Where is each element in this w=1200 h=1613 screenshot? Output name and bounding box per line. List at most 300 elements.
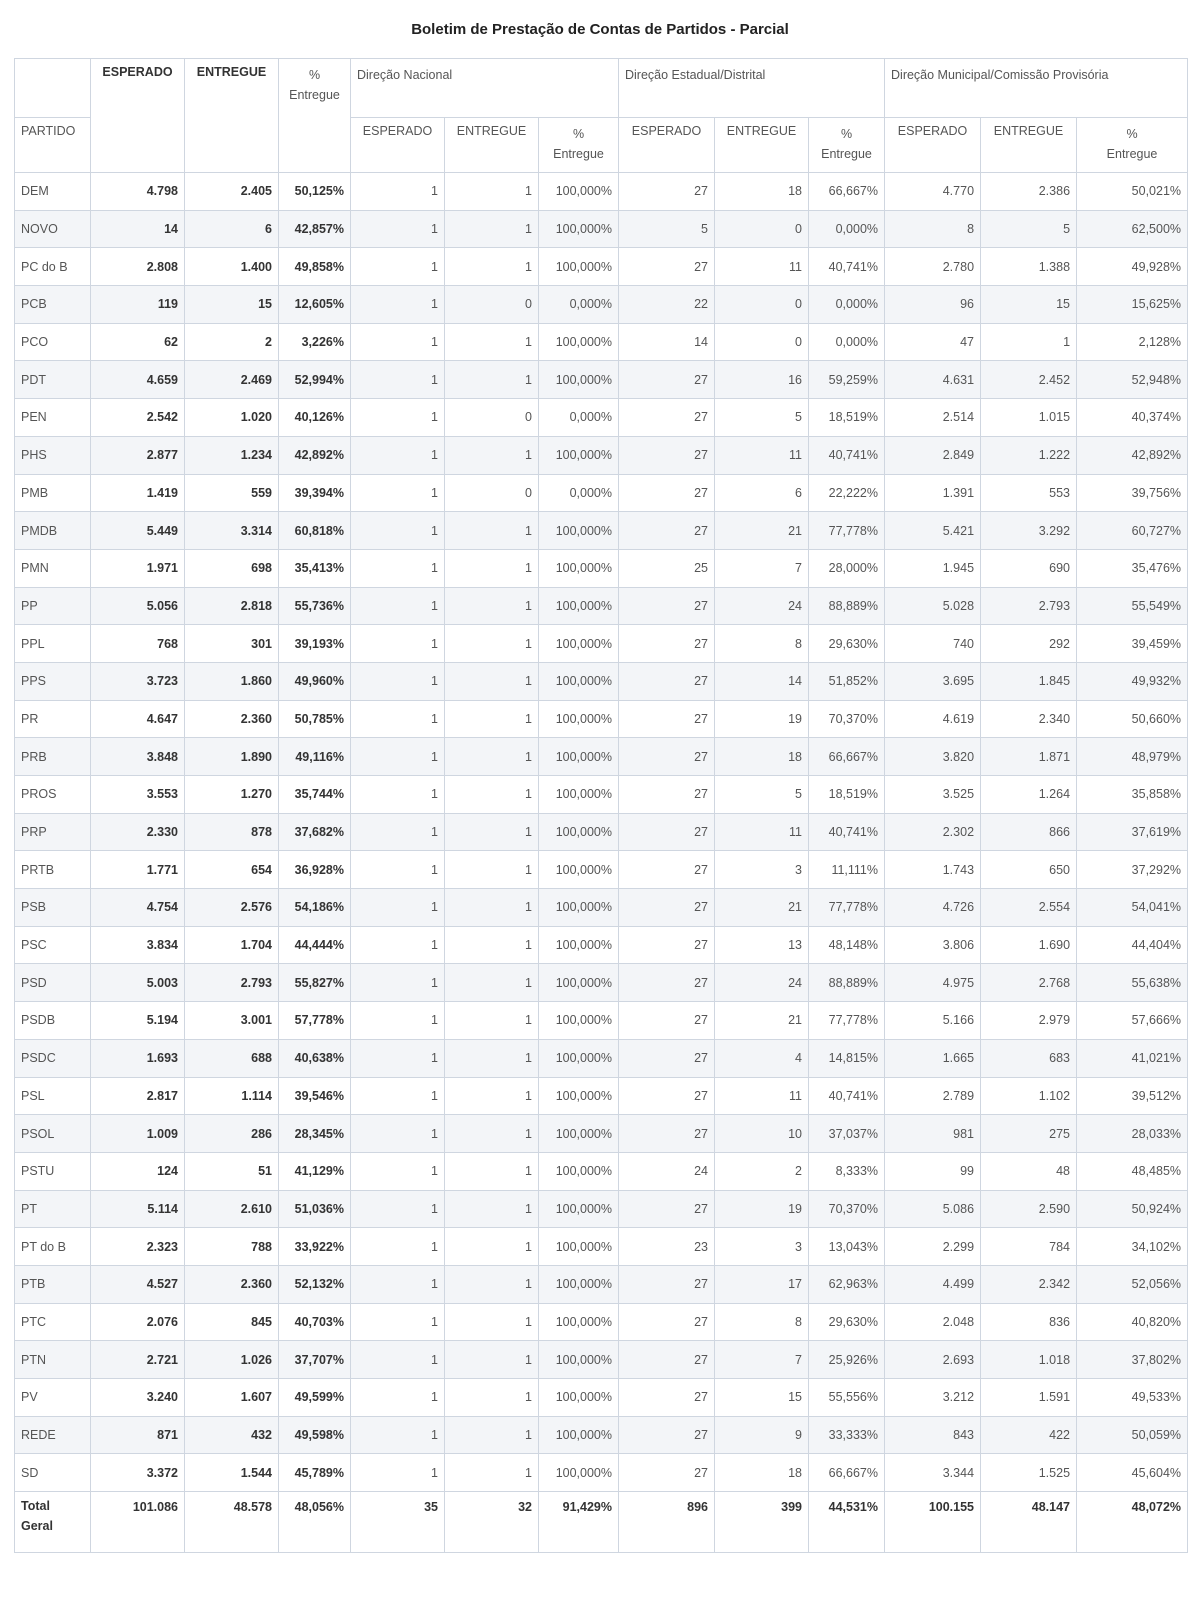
value-cell: 4.975 <box>885 964 981 1002</box>
value-cell: 3.848 <box>91 738 185 776</box>
party-name-cell: PPS <box>15 662 91 700</box>
value-cell: 119 <box>91 286 185 324</box>
value-cell: 1 <box>445 512 539 550</box>
value-cell: 2.817 <box>91 1077 185 1115</box>
party-name-cell: PSTU <box>15 1152 91 1190</box>
value-cell: 10 <box>715 1115 809 1153</box>
pct-symbol: % <box>840 127 853 141</box>
pct-label: Entregue <box>821 147 872 161</box>
value-cell: 19 <box>715 700 809 738</box>
value-cell: 52,994% <box>279 361 351 399</box>
table-row <box>15 1228 1188 1266</box>
value-cell: 3.834 <box>91 926 185 964</box>
value-cell: 3 <box>715 1228 809 1266</box>
value-cell: 27 <box>619 1341 715 1379</box>
value-cell: 1 <box>351 662 445 700</box>
value-cell: 37,802% <box>1077 1341 1188 1379</box>
party-name-cell: PRTB <box>15 851 91 889</box>
value-cell: 54,041% <box>1077 889 1188 927</box>
value-cell: 3.344 <box>885 1454 981 1492</box>
value-cell: 0 <box>445 474 539 512</box>
value-cell: 27 <box>619 813 715 851</box>
table-row <box>15 738 1188 776</box>
value-cell: 740 <box>885 625 981 663</box>
value-cell: 62,500% <box>1077 210 1188 248</box>
value-cell: 14 <box>91 210 185 248</box>
value-cell: 836 <box>981 1303 1077 1341</box>
value-cell: 4.798 <box>91 173 185 211</box>
value-cell: 35,744% <box>279 776 351 814</box>
value-cell: 8 <box>715 1303 809 1341</box>
value-cell: 100,000% <box>539 851 619 889</box>
value-cell: 3.695 <box>885 662 981 700</box>
value-cell: 8,333% <box>809 1152 885 1190</box>
value-cell: 100,000% <box>539 1077 619 1115</box>
value-cell: 1.607 <box>185 1379 279 1417</box>
value-cell: 1 <box>445 1341 539 1379</box>
party-name-cell: PT do B <box>15 1228 91 1266</box>
value-cell: 44,404% <box>1077 926 1188 964</box>
value-cell: 1.015 <box>981 399 1077 437</box>
value-cell: 1 <box>351 286 445 324</box>
value-cell: 100,000% <box>539 1228 619 1266</box>
value-cell: 27 <box>619 776 715 814</box>
value-cell: 49,533% <box>1077 1379 1188 1417</box>
value-cell: 100,000% <box>539 361 619 399</box>
pct-label: Entregue <box>553 147 604 161</box>
party-name-cell: SD <box>15 1454 91 1492</box>
table-row <box>15 436 1188 474</box>
party-name-cell: PSDB <box>15 1002 91 1040</box>
value-cell: 2.405 <box>185 173 279 211</box>
value-cell: 1 <box>351 173 445 211</box>
value-cell: 3.212 <box>885 1379 981 1417</box>
value-cell: 77,778% <box>809 1002 885 1040</box>
value-cell: 4 <box>715 1039 809 1077</box>
value-cell: 2.299 <box>885 1228 981 1266</box>
value-cell: 843 <box>885 1416 981 1454</box>
value-cell: 24 <box>619 1152 715 1190</box>
value-cell: 1 <box>445 1152 539 1190</box>
party-name-cell: PRP <box>15 813 91 851</box>
value-cell: 66,667% <box>809 173 885 211</box>
value-cell: 878 <box>185 813 279 851</box>
value-cell: 2.452 <box>981 361 1077 399</box>
total-value-cell: 896 <box>619 1492 715 1553</box>
value-cell: 100,000% <box>539 436 619 474</box>
value-cell: 1 <box>351 436 445 474</box>
value-cell: 27 <box>619 512 715 550</box>
value-cell: 15,625% <box>1077 286 1188 324</box>
value-cell: 871 <box>91 1416 185 1454</box>
value-cell: 27 <box>619 738 715 776</box>
value-cell: 100,000% <box>539 1190 619 1228</box>
value-cell: 866 <box>981 813 1077 851</box>
value-cell: 22 <box>619 286 715 324</box>
value-cell: 1 <box>351 1454 445 1492</box>
value-cell: 1 <box>351 1002 445 1040</box>
value-cell: 39,394% <box>279 474 351 512</box>
value-cell: 44,444% <box>279 926 351 964</box>
value-cell: 100,000% <box>539 549 619 587</box>
value-cell: 100,000% <box>539 587 619 625</box>
value-cell: 8 <box>885 210 981 248</box>
sub-header-entregue: ENTREGUE <box>445 118 539 173</box>
value-cell: 1 <box>351 1341 445 1379</box>
value-cell: 9 <box>715 1416 809 1454</box>
table-row <box>15 813 1188 851</box>
corner-cell <box>15 59 91 118</box>
value-cell: 27 <box>619 436 715 474</box>
value-cell: 42,892% <box>1077 436 1188 474</box>
value-cell: 3.553 <box>91 776 185 814</box>
value-cell: 1 <box>351 587 445 625</box>
value-cell: 1 <box>445 1454 539 1492</box>
value-cell: 0,000% <box>809 323 885 361</box>
value-cell: 40,374% <box>1077 399 1188 437</box>
value-cell: 1.234 <box>185 436 279 474</box>
value-cell: 292 <box>981 625 1077 663</box>
value-cell: 12,605% <box>279 286 351 324</box>
value-cell: 50,059% <box>1077 1416 1188 1454</box>
value-cell: 1 <box>351 1265 445 1303</box>
value-cell: 1 <box>445 173 539 211</box>
sub-header-pct <box>1077 118 1188 173</box>
value-cell: 1 <box>445 813 539 851</box>
value-cell: 1 <box>981 323 1077 361</box>
value-cell: 4.499 <box>885 1265 981 1303</box>
value-cell: 2 <box>185 323 279 361</box>
value-cell: 50,924% <box>1077 1190 1188 1228</box>
value-cell: 0,000% <box>809 286 885 324</box>
value-cell: 2.849 <box>885 436 981 474</box>
value-cell: 1.690 <box>981 926 1077 964</box>
total-label-cell: Total Geral <box>15 1492 91 1553</box>
value-cell: 1 <box>351 700 445 738</box>
total-value-cell: 48.578 <box>185 1492 279 1553</box>
value-cell: 5.421 <box>885 512 981 550</box>
value-cell: 49,858% <box>279 248 351 286</box>
value-cell: 1 <box>445 662 539 700</box>
value-cell: 27 <box>619 964 715 1002</box>
value-cell: 14,815% <box>809 1039 885 1077</box>
value-cell: 27 <box>619 1265 715 1303</box>
party-name-cell: PCO <box>15 323 91 361</box>
value-cell: 2.789 <box>885 1077 981 1115</box>
value-cell: 13 <box>715 926 809 964</box>
value-cell: 33,333% <box>809 1416 885 1454</box>
value-cell: 1 <box>351 1303 445 1341</box>
table-row <box>15 1115 1188 1153</box>
value-cell: 37,292% <box>1077 851 1188 889</box>
value-cell: 1.871 <box>981 738 1077 776</box>
value-cell: 4.647 <box>91 700 185 738</box>
value-cell: 37,619% <box>1077 813 1188 851</box>
value-cell: 4.527 <box>91 1265 185 1303</box>
table-row <box>15 1416 1188 1454</box>
value-cell: 3.314 <box>185 512 279 550</box>
value-cell: 1 <box>445 1190 539 1228</box>
value-cell: 4.659 <box>91 361 185 399</box>
value-cell: 48,979% <box>1077 738 1188 776</box>
value-cell: 100,000% <box>539 512 619 550</box>
value-cell: 70,370% <box>809 700 885 738</box>
value-cell: 39,756% <box>1077 474 1188 512</box>
value-cell: 100,000% <box>539 248 619 286</box>
value-cell: 981 <box>885 1115 981 1153</box>
value-cell: 100,000% <box>539 210 619 248</box>
value-cell: 2.302 <box>885 813 981 851</box>
value-cell: 1 <box>445 1379 539 1417</box>
value-cell: 96 <box>885 286 981 324</box>
total-value-cell: 44,531% <box>809 1492 885 1553</box>
value-cell: 52,056% <box>1077 1265 1188 1303</box>
value-cell: 37,037% <box>809 1115 885 1153</box>
value-cell: 18 <box>715 738 809 776</box>
value-cell: 2.048 <box>885 1303 981 1341</box>
party-name-cell: PMN <box>15 549 91 587</box>
value-cell: 1 <box>445 738 539 776</box>
value-cell: 2.576 <box>185 889 279 927</box>
value-cell: 49,932% <box>1077 662 1188 700</box>
value-cell: 27 <box>619 474 715 512</box>
value-cell: 1 <box>351 625 445 663</box>
value-cell: 1 <box>351 1152 445 1190</box>
value-cell: 62 <box>91 323 185 361</box>
value-cell: 1 <box>351 1379 445 1417</box>
value-cell: 788 <box>185 1228 279 1266</box>
value-cell: 1 <box>351 889 445 927</box>
party-name-cell: PTN <box>15 1341 91 1379</box>
value-cell: 27 <box>619 1190 715 1228</box>
value-cell: 60,818% <box>279 512 351 550</box>
value-cell: 49,599% <box>279 1379 351 1417</box>
value-cell: 6 <box>715 474 809 512</box>
value-cell: 3.723 <box>91 662 185 700</box>
value-cell: 688 <box>185 1039 279 1077</box>
value-cell: 0,000% <box>539 399 619 437</box>
value-cell: 845 <box>185 1303 279 1341</box>
header-group-municipal: Direção Municipal/Comissão Provisória <box>885 59 1188 118</box>
value-cell: 1 <box>351 361 445 399</box>
table-row <box>15 210 1188 248</box>
value-cell: 0,000% <box>539 286 619 324</box>
value-cell: 62,963% <box>809 1265 885 1303</box>
total-value-cell: 100.155 <box>885 1492 981 1553</box>
value-cell: 1 <box>445 361 539 399</box>
value-cell: 1.860 <box>185 662 279 700</box>
value-cell: 1.009 <box>91 1115 185 1153</box>
value-cell: 18,519% <box>809 776 885 814</box>
total-value-cell: 35 <box>351 1492 445 1553</box>
value-cell: 11 <box>715 1077 809 1115</box>
value-cell: 27 <box>619 361 715 399</box>
value-cell: 59,259% <box>809 361 885 399</box>
table-row <box>15 851 1188 889</box>
value-cell: 0 <box>715 210 809 248</box>
value-cell: 49,928% <box>1077 248 1188 286</box>
value-cell: 7 <box>715 549 809 587</box>
value-cell: 35,476% <box>1077 549 1188 587</box>
value-cell: 21 <box>715 1002 809 1040</box>
value-cell: 1 <box>445 1077 539 1115</box>
accounts-table <box>14 58 1188 1553</box>
value-cell: 77,778% <box>809 512 885 550</box>
value-cell: 1 <box>445 323 539 361</box>
value-cell: 1 <box>351 1190 445 1228</box>
value-cell: 1.525 <box>981 1454 1077 1492</box>
table-row <box>15 248 1188 286</box>
value-cell: 1 <box>351 813 445 851</box>
value-cell: 1 <box>445 210 539 248</box>
party-name-cell: PMB <box>15 474 91 512</box>
value-cell: 55,827% <box>279 964 351 1002</box>
value-cell: 100,000% <box>539 625 619 663</box>
value-cell: 27 <box>619 173 715 211</box>
value-cell: 1 <box>351 1039 445 1077</box>
party-name-cell: PT <box>15 1190 91 1228</box>
value-cell: 2.330 <box>91 813 185 851</box>
table-row <box>15 1379 1188 1417</box>
value-cell: 22,222% <box>809 474 885 512</box>
value-cell: 27 <box>619 1115 715 1153</box>
party-name-cell: NOVO <box>15 210 91 248</box>
value-cell: 40,741% <box>809 436 885 474</box>
value-cell: 2.793 <box>981 587 1077 625</box>
value-cell: 13,043% <box>809 1228 885 1266</box>
sub-header-entregue: ENTREGUE <box>981 118 1077 173</box>
value-cell: 1 <box>351 248 445 286</box>
value-cell: 100,000% <box>539 1115 619 1153</box>
value-cell: 2.076 <box>91 1303 185 1341</box>
value-cell: 1 <box>351 512 445 550</box>
value-cell: 27 <box>619 889 715 927</box>
table-row <box>15 1265 1188 1303</box>
value-cell: 40,638% <box>279 1039 351 1077</box>
value-cell: 2.610 <box>185 1190 279 1228</box>
value-cell: 27 <box>619 1039 715 1077</box>
pct-symbol: % <box>572 127 585 141</box>
value-cell: 0 <box>715 323 809 361</box>
value-cell: 24 <box>715 964 809 1002</box>
value-cell: 50,125% <box>279 173 351 211</box>
value-cell: 5 <box>715 399 809 437</box>
value-cell: 2.793 <box>185 964 279 1002</box>
party-name-cell: PSL <box>15 1077 91 1115</box>
value-cell: 784 <box>981 1228 1077 1266</box>
value-cell: 0,000% <box>539 474 619 512</box>
value-cell: 36,928% <box>279 851 351 889</box>
value-cell: 27 <box>619 248 715 286</box>
value-cell: 1 <box>351 964 445 1002</box>
sub-header-pct <box>809 118 885 173</box>
value-cell: 1 <box>445 1265 539 1303</box>
total-value-cell: 32 <box>445 1492 539 1553</box>
value-cell: 11 <box>715 436 809 474</box>
value-cell: 5 <box>619 210 715 248</box>
value-cell: 0 <box>445 399 539 437</box>
table-row <box>15 286 1188 324</box>
value-cell: 40,703% <box>279 1303 351 1341</box>
value-cell: 2.469 <box>185 361 279 399</box>
value-cell: 100,000% <box>539 1341 619 1379</box>
value-cell: 1.419 <box>91 474 185 512</box>
value-cell: 1.222 <box>981 436 1077 474</box>
value-cell: 2.808 <box>91 248 185 286</box>
value-cell: 4.754 <box>91 889 185 927</box>
total-value-cell: 91,429% <box>539 1492 619 1553</box>
value-cell: 1.264 <box>981 776 1077 814</box>
table-row <box>15 964 1188 1002</box>
value-cell: 5.003 <box>91 964 185 1002</box>
sub-header-esperado: ESPERADO <box>619 118 715 173</box>
value-cell: 11 <box>715 813 809 851</box>
value-cell: 1 <box>351 399 445 437</box>
table-row <box>15 700 1188 738</box>
value-cell: 18 <box>715 173 809 211</box>
table-row <box>15 361 1188 399</box>
value-cell: 2.360 <box>185 700 279 738</box>
value-cell: 100,000% <box>539 964 619 1002</box>
value-cell: 27 <box>619 1454 715 1492</box>
value-cell: 19 <box>715 1190 809 1228</box>
value-cell: 1.890 <box>185 738 279 776</box>
value-cell: 17 <box>715 1265 809 1303</box>
value-cell: 40,741% <box>809 248 885 286</box>
value-cell: 50,660% <box>1077 700 1188 738</box>
value-cell: 2.768 <box>981 964 1077 1002</box>
value-cell: 55,549% <box>1077 587 1188 625</box>
value-cell: 1.845 <box>981 662 1077 700</box>
value-cell: 2.342 <box>981 1265 1077 1303</box>
value-cell: 3.001 <box>185 1002 279 1040</box>
value-cell: 100,000% <box>539 738 619 776</box>
value-cell: 650 <box>981 851 1077 889</box>
value-cell: 45,604% <box>1077 1454 1188 1492</box>
party-name-cell: PSOL <box>15 1115 91 1153</box>
party-name-cell: PRB <box>15 738 91 776</box>
value-cell: 35,858% <box>1077 776 1188 814</box>
value-cell: 1.971 <box>91 549 185 587</box>
value-cell: 2.542 <box>91 399 185 437</box>
value-cell: 28,345% <box>279 1115 351 1153</box>
value-cell: 1 <box>351 549 445 587</box>
value-cell: 55,736% <box>279 587 351 625</box>
value-cell: 100,000% <box>539 1416 619 1454</box>
value-cell: 28,033% <box>1077 1115 1188 1153</box>
header-entregue: ENTREGUE <box>185 59 279 173</box>
table-row <box>15 173 1188 211</box>
value-cell: 3.525 <box>885 776 981 814</box>
value-cell: 1 <box>445 1416 539 1454</box>
value-cell: 100,000% <box>539 1303 619 1341</box>
value-cell: 15 <box>185 286 279 324</box>
value-cell: 45,789% <box>279 1454 351 1492</box>
value-cell: 2.514 <box>885 399 981 437</box>
header-esperado: ESPERADO <box>91 59 185 173</box>
value-cell: 25 <box>619 549 715 587</box>
value-cell: 18,519% <box>809 399 885 437</box>
value-cell: 60,727% <box>1077 512 1188 550</box>
table-row <box>15 926 1188 964</box>
value-cell: 100,000% <box>539 700 619 738</box>
total-value-cell: 101.086 <box>91 1492 185 1553</box>
value-cell: 40,741% <box>809 813 885 851</box>
value-cell: 88,889% <box>809 587 885 625</box>
value-cell: 40,126% <box>279 399 351 437</box>
value-cell: 1 <box>445 889 539 927</box>
value-cell: 2,128% <box>1077 323 1188 361</box>
